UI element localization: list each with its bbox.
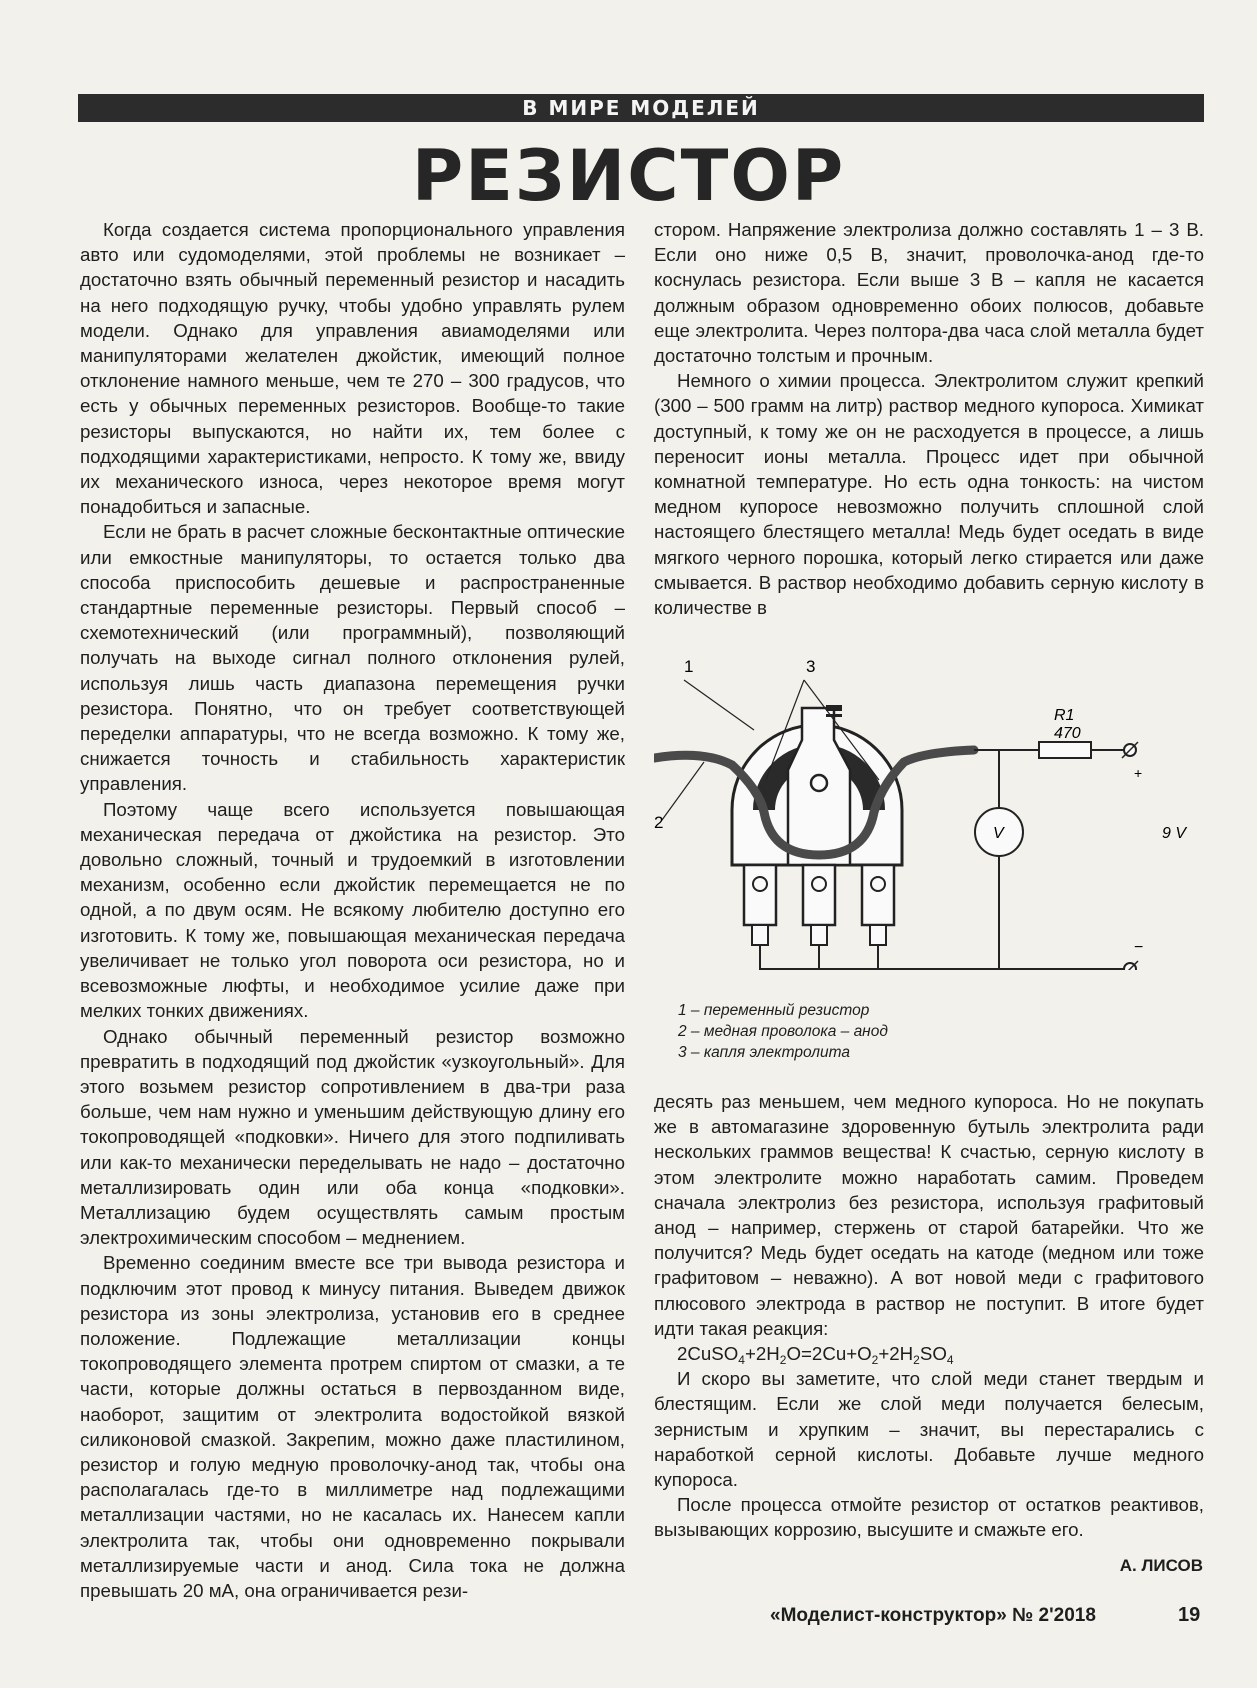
label-3: 3 — [806, 657, 816, 676]
label-r1: R1 — [1054, 707, 1075, 724]
left-column — [80, 217, 625, 1603]
label-r1-value: 470 — [1054, 725, 1081, 742]
legend-item: 1 – переменный резистор — [678, 1002, 870, 1019]
label-voltage: 9 V — [1162, 825, 1187, 842]
paragraph: стором. Напряжение электролиза должно составлять 1 – 3 В. Если оно ниже 0,5 В, значит, проволочка-анод где-то коснулась резистора. Если выше 3 В – капля не касается должным образом одновременно обоих полюсов, добавьте еще электролита. Через полтора-два часа слой металла будет достаточно толстым и прочным. — [654, 219, 1204, 367]
legend-item: 2 – медная проволока – анод — [678, 1023, 888, 1040]
right-column-bottom — [654, 1089, 1204, 1543]
label-voltmeter: V — [993, 825, 1004, 842]
paragraph: десять раз меньшем, чем медного купороса. Но не покупать же в автомагазине здоровенную бутыль электролита ради нескольких граммов вещества! К счастью, серную кислоту в этом электролите можно наработать самим. Проведем сначала электролиз без резистора, используя графитовый анод – например, стержень от старой батарейки. Что же получится? Медь будет оседать на катоде (медном или тоже графитовом – неважно). А вот новой меди с графитового плюсового электрода в раствор не поступит. В итоге будет идти такая реакция: — [654, 1091, 1204, 1339]
page-number: 19 — [1178, 1604, 1201, 1626]
figure-legend — [678, 1000, 888, 1063]
paragraph: Немного о химии процесса. Электролитом служит крепкий (300 – 500 грамм на литр) раствор медного купороса. Химикат доступный, к тому же он не расходуется в процессе, а лишь переносит ионы металла. Процесс идет при обычной комнатной температуре. Но есть одна тонкость: на чистом медном купоросе невозможно получить сплошной слой настоящего блестящего металла! Медь будет оседать в виде мягкого черного порошка, который легко стирается или даже смывается. В раствор необходимо добавить серную кислоту в количестве в — [654, 370, 1204, 619]
label-2: 2 — [654, 813, 664, 832]
author: А. ЛИСОВ — [1119, 1556, 1203, 1575]
circuit-diagram — [654, 650, 1204, 970]
paragraph: И скоро вы заметите, что слой меди станет твердым и блестящим. Если же слой меди получается белесым, зернистым и хрупким – значит, вы перестарались с наработкой серной кислоты. Добавьте лучше медного купороса. — [654, 1368, 1204, 1491]
paragraph: Временно соединим вместе все три вывода резистора и подключим этот провод к минусу питания. Выведем движок резистора из зоны электролиза, установив его в среднее положение. Подлежащие металлизации концы токопроводящего элемента протрем спиртом от смазки, а те части, которые должны остаться в первозданном виде, наоборот, защитим от электролита водостойкой вязкой силиконовой смазкой. Закрепим, можно даже пластилином, резистор и голую медную проволочку-анод так, чтобы она располагалась где-то в миллиметре над подлежащими металлизации частями, но не касалась их. Нанесем капли электролита так, чтобы они одновременно покрывали металлизируемые части и анод. Сила тока не должна превышать 20 мА, она ограничивается рези- — [80, 1252, 625, 1601]
chemical-formula: $2CuSO_4+2H_2O=2Cu+O_2+2H_2SO_4$ — [677, 1343, 954, 1368]
paragraph: После процесса отмойте резистор от остатков реактивов, вызывающих коррозию, высушите и смажьте его. — [654, 1494, 1204, 1541]
label-1: 1 — [684, 657, 694, 676]
label-plus: + — [1134, 765, 1143, 781]
label-minus: − — [1134, 939, 1144, 956]
paragraph: Однако обычный переменный резистор возможно превратить в подходящий под джойстик «узкоугольный». Для этого возьмем резистор сопротивлением в два-три раза больше, чем нам нужно и уменьшим действующую длину его токопроводящей «подковки». Ничего для этого подпиливать или как-то механически переделывать не надо – достаточно металлизировать один или оба конца «подковки». Металлизацию будем осуществлять самым простым электрохимическим способом – меднением. — [80, 1025, 625, 1249]
legend-item: 3 – капля электролита — [678, 1044, 850, 1061]
axis-hole — [811, 775, 827, 791]
right-column-top — [654, 217, 1204, 620]
section-header: В МИРЕ МОДЕЛЕЙ — [78, 94, 1204, 122]
paragraph: Когда создается система пропорционального управления авто или судомоделями, этой проблемы не возникает – достаточно взять обычный переменный резистор и насадить на него подходящую ручку, чтобы удобно управлять рулем модели. Однако для управления авиамоделями или манипуляторами желателен джойстик, имеющий полное отклонение намного меньше, чем те 270 – 300 градусов, что есть у обычных переменных резисторов. Вообще-то такие резисторы выпускаются, но найти их, тем более с подходящими характеристиками, непросто. К тому же, ввиду их механического износа, через некоторое время могут понадобиться и запасные. — [80, 219, 625, 518]
resistor-r1 — [1039, 742, 1091, 758]
article-title: РЕЗИСТОР — [411, 135, 846, 217]
paragraph: Поэтому чаще всего используется повышающая механическая передача от джойстика на резистор. Это довольно сложный, точный и трудоемкий в изготовлении механизм, особенно если джойстик перемещается не по одной, а по двум осям. Не всякому любителю доступно его изготовить. К тому же, повышающая механическая передача увеличивает не только угол поворота оси резистора, но и всевозможные люфты, и необходимое усилие даже при мелких тонких движениях. — [80, 798, 625, 1022]
magazine-footer: «Моделист-конструктор» № 2'2018 — [770, 1605, 1096, 1626]
paragraph: Если не брать в расчет сложные бесконтактные оптические или емкостные манипуляторы, то остается только два способа приспособить дешевые и распространенные стандартные переменные резисторы. Первый способ – схемотехнический (или программный), позволяющий получать на выходе сигнал полного отклонения рулей, используя лишь часть диапазона перемещения ручки резистора. Понятно, что он требует соответствующей переделки аппаратуры, что не всегда возможно. К тому же, снижается точность и стабильность характеристик управления. — [80, 521, 625, 795]
